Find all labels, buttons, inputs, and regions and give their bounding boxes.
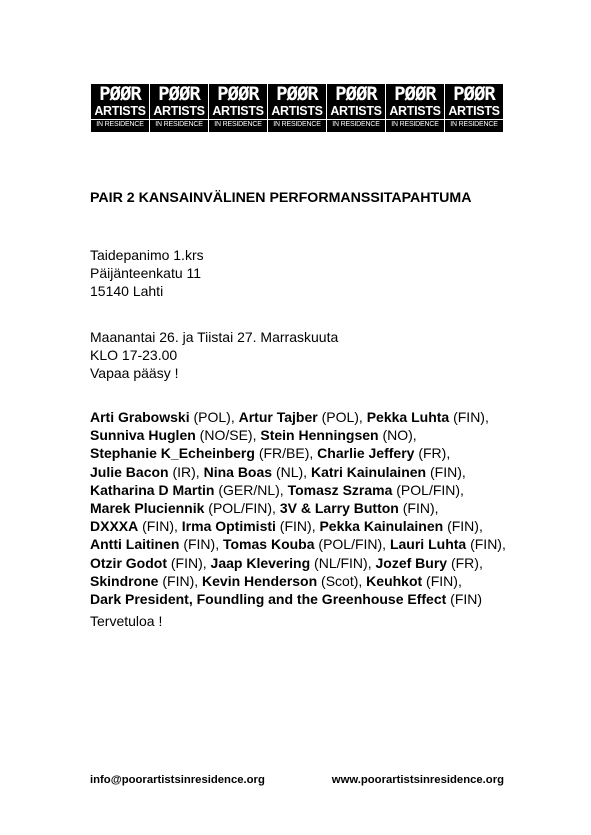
logo-tile xyxy=(268,84,326,132)
event-time: KLO 17-23.00 xyxy=(90,347,178,363)
artist-name: Lauri Luhta xyxy=(389,536,467,553)
artist-origin: (FIN), xyxy=(422,572,462,589)
artist-origin: (POL/FIN), xyxy=(392,481,464,498)
logo-residence-text: IN RESIDENCE xyxy=(268,119,326,129)
artist-line xyxy=(90,444,506,462)
artist-name: Irma Optimisti xyxy=(181,518,276,535)
artist-name: Jozef Bury xyxy=(375,554,448,571)
artist-origin: (FIN), xyxy=(138,518,182,535)
artist-origin: (POL/FIN), xyxy=(204,500,280,517)
logo-artists-text: ARTISTS xyxy=(153,104,205,118)
logo-poor-text: PØØR xyxy=(394,84,436,105)
contact-email[interactable]: info@poorartistsinresidence.org xyxy=(90,774,265,786)
address-line: Päijänteenkatu 11 xyxy=(90,265,202,281)
website-link[interactable]: www.poorartistsinresidence.org xyxy=(331,774,504,786)
artist-name: Katharina D Martin xyxy=(90,481,215,498)
artist-line xyxy=(90,408,506,426)
address-line: 15140 Lahti xyxy=(90,283,164,299)
logo-poor-text: PØØR xyxy=(217,84,259,105)
event-dates: Maanantai 26. ja Tiistai 27. Marraskuuta xyxy=(90,329,339,345)
logo-artists-text: ARTISTS xyxy=(389,104,441,118)
logo-artists-text: ARTISTS xyxy=(330,104,382,118)
logo-residence-text: IN RESIDENCE xyxy=(209,119,267,129)
artist-name: Pekka Kainulainen xyxy=(319,518,444,535)
event-title: PAIR 2 KANSAINVÄLINEN PERFORMANSSITAPAHTUMA xyxy=(90,190,472,206)
artist-line xyxy=(90,426,506,444)
artist-list xyxy=(90,408,506,608)
artist-name: Charlie Jeffery xyxy=(317,445,415,462)
artist-origin: (POL), xyxy=(317,409,367,425)
artist-name: Stephanie K_Echeinberg xyxy=(90,445,255,462)
artist-name: Otzir Godot xyxy=(90,554,167,571)
artist-line xyxy=(90,554,506,572)
artist-origin: (Scot), xyxy=(317,572,367,589)
logo-residence-text: IN RESIDENCE xyxy=(150,119,208,129)
logo-artists-text: ARTISTS xyxy=(94,104,146,118)
logo-poor-text: PØØR xyxy=(158,84,200,105)
artist-name: Sunniva Huglen xyxy=(90,427,196,444)
artist-origin: (FIN), xyxy=(443,518,483,535)
logo-tile xyxy=(209,84,267,132)
logo-residence-text: IN RESIDENCE xyxy=(445,119,503,129)
artist-name: Katri Kainulainen xyxy=(310,463,427,480)
artist-name: Antti Laitinen xyxy=(90,536,180,553)
artist-origin: (IR), xyxy=(168,463,204,480)
artist-name: Nina Boas xyxy=(203,463,273,480)
artist-origin: (NO/SE), xyxy=(195,427,261,444)
logo-tile xyxy=(386,84,444,132)
artist-name: Kevin Henderson xyxy=(202,572,318,589)
artist-origin: (POL/FIN), xyxy=(314,536,390,553)
artist-name: Pekka Luhta xyxy=(366,409,450,425)
logo-artists-text: ARTISTS xyxy=(448,104,500,118)
logo-tile xyxy=(150,84,208,132)
venue-address xyxy=(90,246,204,300)
logo-poor-text: PØØR xyxy=(335,84,377,105)
logo-artists-text: ARTISTS xyxy=(271,104,323,118)
artist-line xyxy=(90,590,506,608)
artist-origin: (FIN), xyxy=(466,536,506,553)
entry-info: Vapaa pääsy ! xyxy=(90,365,179,381)
artist-line xyxy=(90,572,506,590)
artist-name: Keuhkot xyxy=(366,572,423,589)
artist-name: Artur Tajber xyxy=(238,409,318,425)
logo-residence-text: IN RESIDENCE xyxy=(386,119,444,129)
artist-name: Dark President, Foundling and the Greenhouse Effect xyxy=(90,591,447,608)
artist-name: Jaap Klevering xyxy=(210,554,311,571)
artist-origin: (FIN), xyxy=(426,463,466,480)
artist-origin: (FIN) xyxy=(446,591,483,608)
artist-name: Skindrone xyxy=(90,572,159,589)
artist-line xyxy=(90,535,506,553)
address-line: Taidepanimo 1.krs xyxy=(90,247,204,263)
event-schedule xyxy=(90,328,338,382)
artist-origin: (FR), xyxy=(414,445,451,462)
logo-poor-text: PØØR xyxy=(276,84,318,105)
artist-origin: (GER/NL), xyxy=(214,481,288,498)
logo-poor-text: PØØR xyxy=(99,84,141,105)
artist-name: DXXXA xyxy=(90,518,139,535)
logo-tile xyxy=(445,84,503,132)
logo-residence-text: IN RESIDENCE xyxy=(91,119,149,129)
logo-banner xyxy=(91,84,503,132)
artist-line xyxy=(90,517,506,535)
artist-name: Stein Henningsen xyxy=(260,427,379,444)
artist-origin: (NL/FIN), xyxy=(310,554,376,571)
artist-line xyxy=(90,499,506,517)
logo-tile xyxy=(91,84,149,132)
artist-origin: (FR/BE), xyxy=(254,445,318,462)
artist-name: Tomasz Szrama xyxy=(287,481,393,498)
artist-name: 3V & Larry Button xyxy=(279,500,399,517)
artist-origin: (FIN), xyxy=(449,409,489,425)
artist-origin: (FIN), xyxy=(158,572,203,589)
logo-tile xyxy=(327,84,385,132)
artist-origin: (POL), xyxy=(189,409,239,425)
artist-origin: (FR), xyxy=(447,554,483,571)
artist-origin: (NO), xyxy=(378,427,417,444)
artist-name: Arti Grabowski xyxy=(90,409,190,425)
artist-line xyxy=(90,463,506,481)
artist-name: Julie Bacon xyxy=(90,463,169,480)
artist-origin: (FIN), xyxy=(398,500,439,517)
artist-origin: (FIN), xyxy=(179,536,223,553)
artist-origin: (NL), xyxy=(272,463,311,480)
logo-poor-text: PØØR xyxy=(453,84,495,105)
artist-origin: (FIN), xyxy=(275,518,320,535)
welcome-text: Tervetuloa ! xyxy=(90,613,163,629)
artist-origin: (FIN), xyxy=(167,554,211,571)
logo-artists-text: ARTISTS xyxy=(212,104,264,118)
artist-line xyxy=(90,481,506,499)
artist-name: Tomas Kouba xyxy=(222,536,315,553)
artist-name: Marek Pluciennik xyxy=(90,500,205,517)
logo-residence-text: IN RESIDENCE xyxy=(327,119,385,129)
